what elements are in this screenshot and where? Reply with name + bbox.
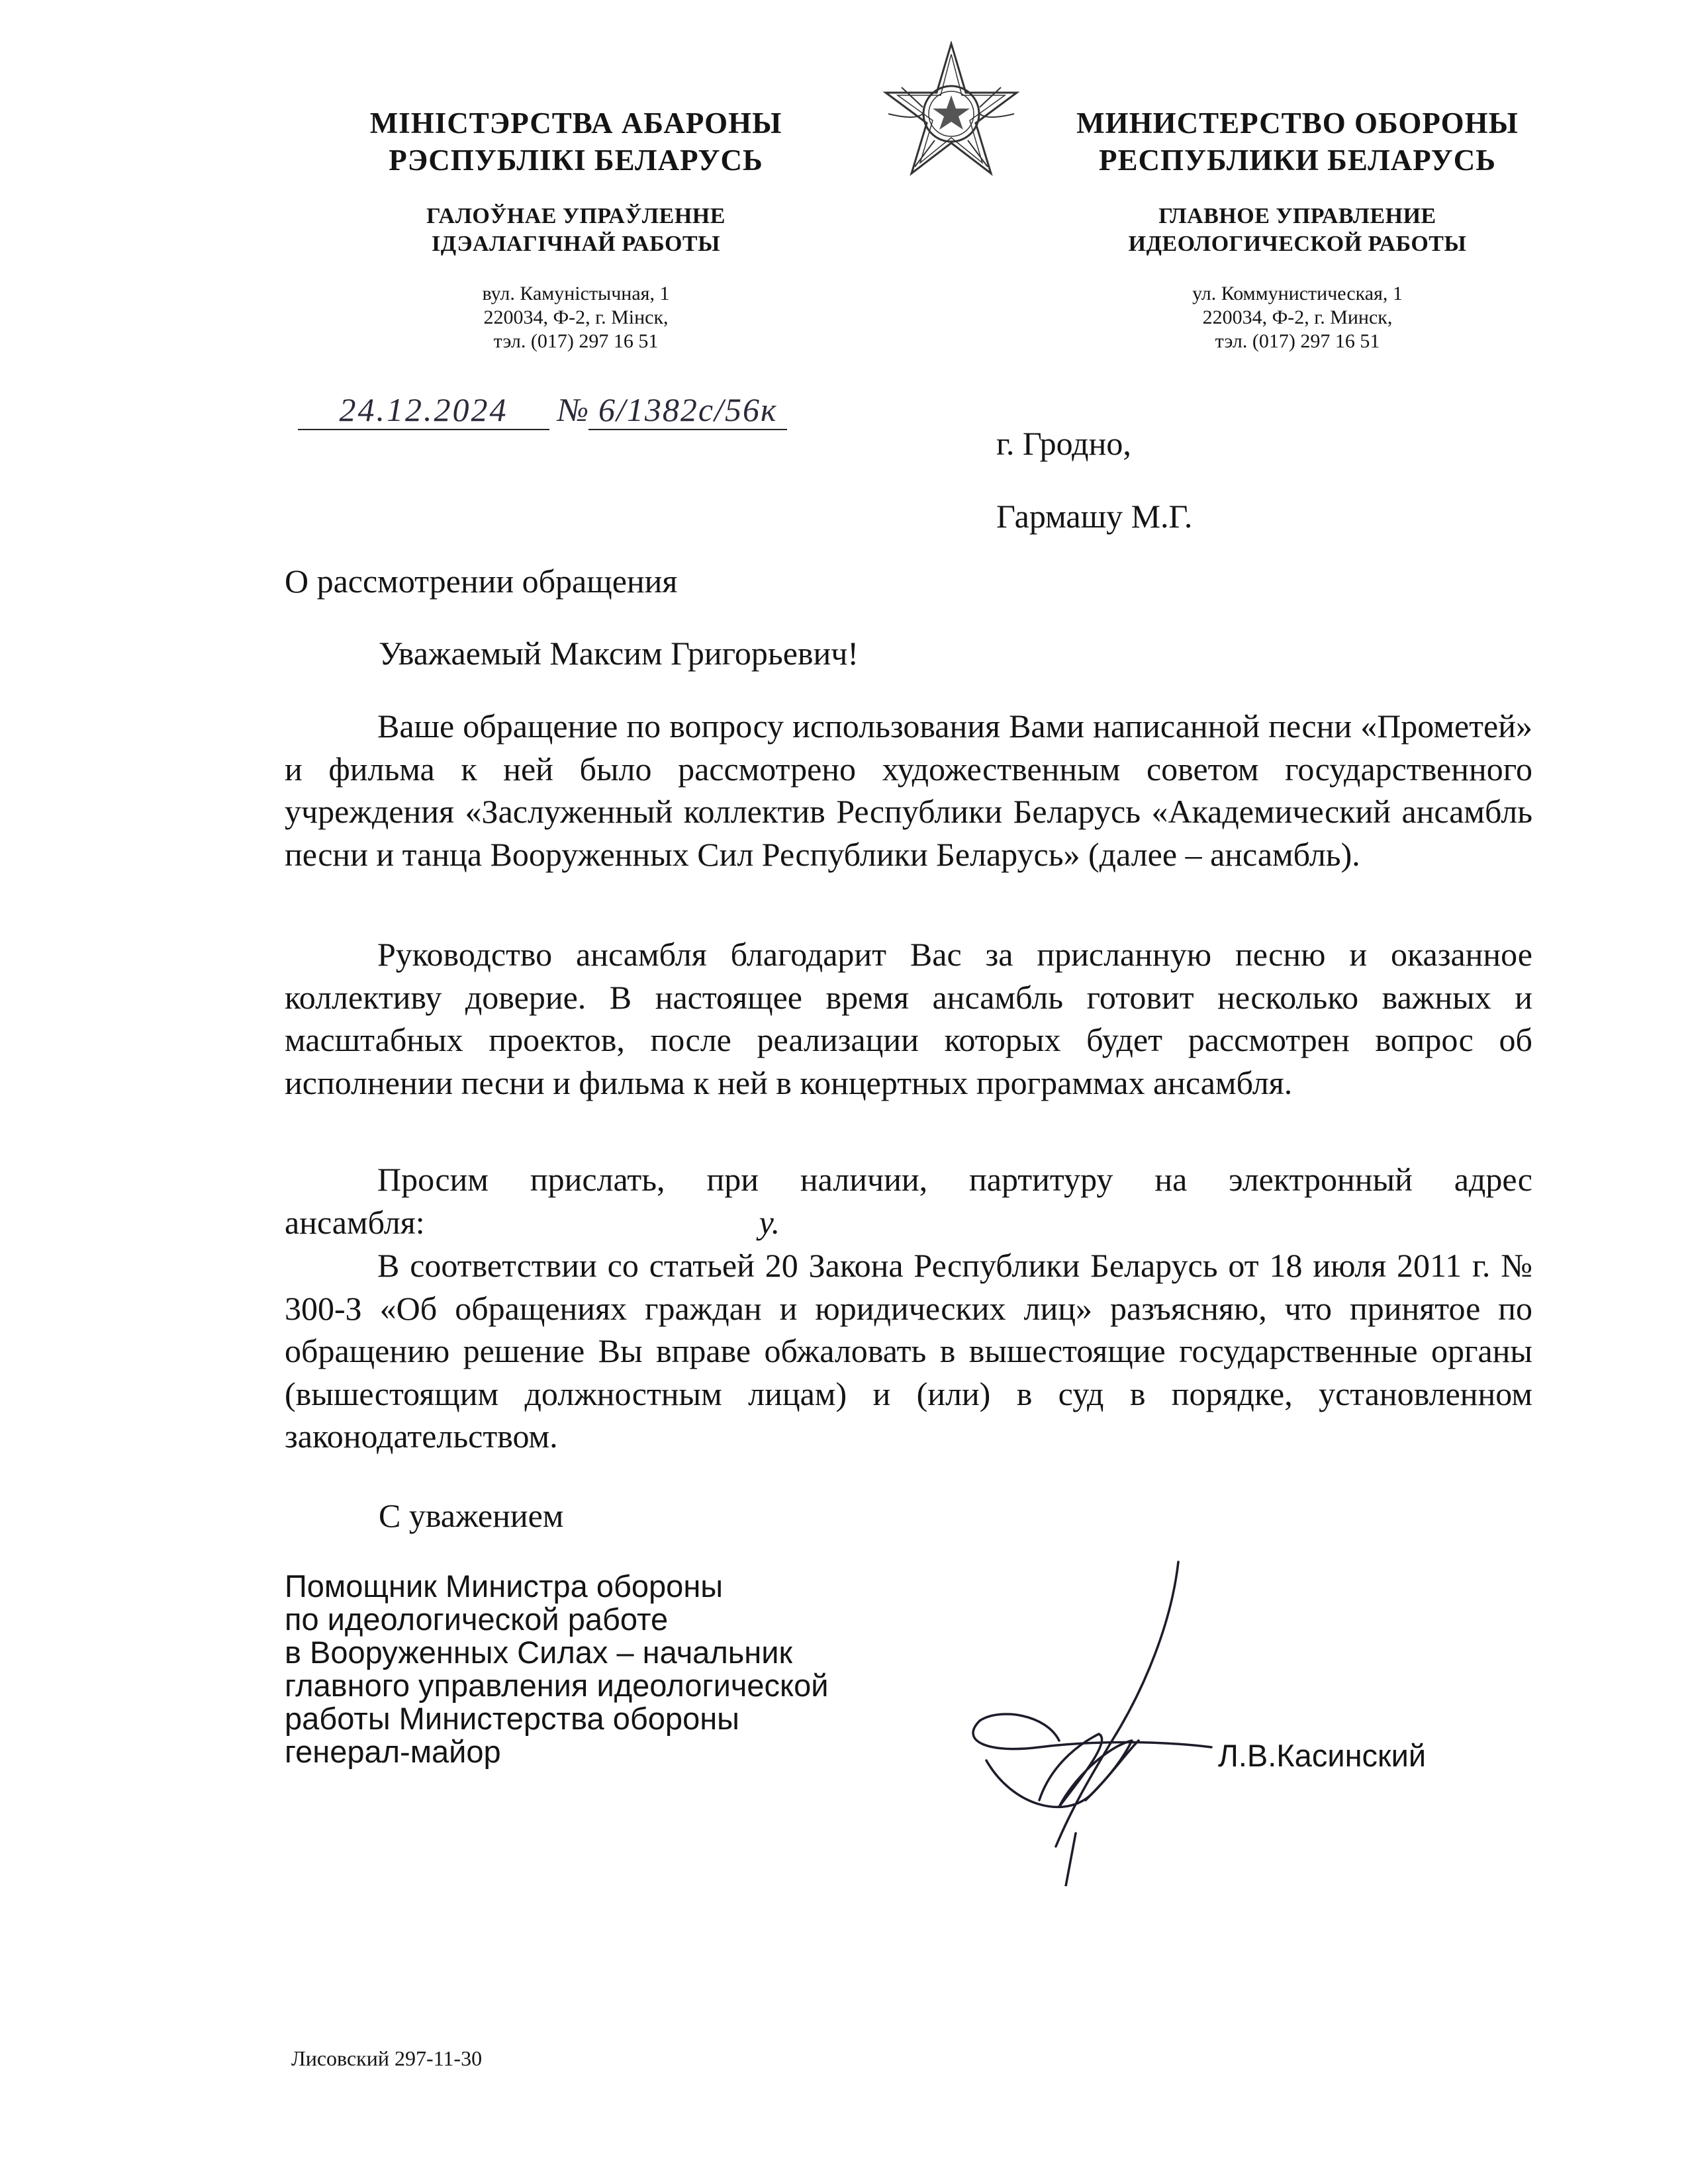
salutation: Уважаемый Максим Григорьевич! [379, 635, 859, 672]
ministry-line-1: МІНІСТЭРСТВА АБАРОНЫ [369, 107, 782, 140]
closing: С уважением [379, 1497, 564, 1534]
title-line: по идеологической работе [285, 1602, 669, 1637]
dept-line-1: ГЛАВНОЕ УПРАВЛЕНИЕ [1158, 204, 1436, 228]
title-line: работы Министерства обороны [285, 1701, 739, 1736]
paragraph-2: Руководство ансамбля благодарит Вас за присланную песню и оказанное коллективу доверие. В настоящее время ансамбль готовит несколько важных и масштабных проектов, после реализации которых будет рассмотрен вопрос об исполнении песни и фильма к ней в концертных программах ансамбля. [285, 936, 1532, 1101]
executor-footer: Лисовский 297-11-30 [291, 2046, 483, 2070]
title-line: главного управления идеологической [285, 1668, 829, 1703]
title-line: Помощник Министра обороны [285, 1569, 724, 1604]
ministry-name-by [305, 105, 847, 179]
addressee-city: г. Гродно, [996, 425, 1131, 462]
military-emblem-icon [875, 41, 1027, 193]
paragraph-1: Ваше обращение по вопросу использования Вами написанной песни «Прометей» и фильма к ней было рассмотрено художественным советом государственного учреждения «Заслуженный коллектив Республики Беларусь «Академический ансамбль песни и танца Вооруженных Сил Республики Беларусь» (далее – ансамбль). [285, 707, 1532, 873]
email-line [285, 1201, 780, 1244]
registration-line [298, 390, 787, 430]
addr-line-1: вул. Камуністычная, 1 [482, 283, 670, 304]
addr-line-3: тэл. (017) 297 16 51 [1215, 330, 1380, 352]
paragraph-3: Просим прислать, при наличии, партитуру на электронный адрес [377, 1161, 1532, 1198]
dept-line-2: ІДЭАЛАГІЧНАЙ РАБОТЫ [432, 232, 720, 256]
signatory-title [285, 1570, 1013, 1768]
dept-line-1: ГАЛОЎНАЕ УПРАЎЛЕННЕ [426, 204, 726, 228]
handwritten-signature [960, 1542, 1238, 1886]
ministry-name-ru [1019, 105, 1575, 179]
address-ru [1019, 282, 1575, 353]
header-right-block [1019, 105, 1575, 353]
signatory-name: Л.В.Касинский [1218, 1738, 1427, 1773]
department-name-ru [1019, 203, 1575, 258]
email-tail: у. [759, 1204, 780, 1241]
ministry-line-2: РЭСПУБЛІКІ БЕЛАРУСЬ [389, 144, 763, 177]
ministry-line-1: МИНИСТЕРСТВО ОБОРОНЫ [1076, 107, 1519, 140]
address-by [305, 282, 847, 353]
addr-line-2: 220034, Ф-2, г. Минск, [1202, 306, 1393, 328]
registration-number: 6/1382с/56к [588, 390, 787, 430]
registration-number-label: № [557, 391, 589, 428]
registration-date: 24.12.2024 [298, 390, 549, 430]
addr-line-1: ул. Коммунистическая, 1 [1192, 283, 1403, 304]
addr-line-3: тэл. (017) 297 16 51 [493, 330, 659, 352]
letter-subject: О рассмотрении обращения [285, 563, 678, 600]
dept-line-2: ИДЕОЛОГИЧЕСКОЙ РАБОТЫ [1128, 232, 1467, 256]
addressee-name: Гармашу М.Г. [996, 498, 1193, 535]
addr-line-2: 220034, Ф-2, г. Мінск, [483, 306, 669, 328]
title-line: генерал-майор [285, 1734, 501, 1769]
header-left-block [305, 105, 847, 353]
email-label: ансамбля: [285, 1204, 425, 1241]
paragraph-4: В соответствии со статьей 20 Закона Республики Беларусь от 18 июля 2011 г. № 300-З «Об обращениях граждан и юридических лиц» разъясняю, что принятое по обращению решение Вы вправе обжаловать в вышестоящие государственные органы (вышестоящим должностным лицам) и (или) в суд в порядке, установленном законодательством. [285, 1247, 1532, 1455]
ministry-line-2: РЕСПУБЛИКИ БЕЛАРУСЬ [1099, 144, 1496, 177]
department-name-by [305, 203, 847, 258]
title-line: в Вооруженных Силах – начальник [285, 1635, 793, 1670]
